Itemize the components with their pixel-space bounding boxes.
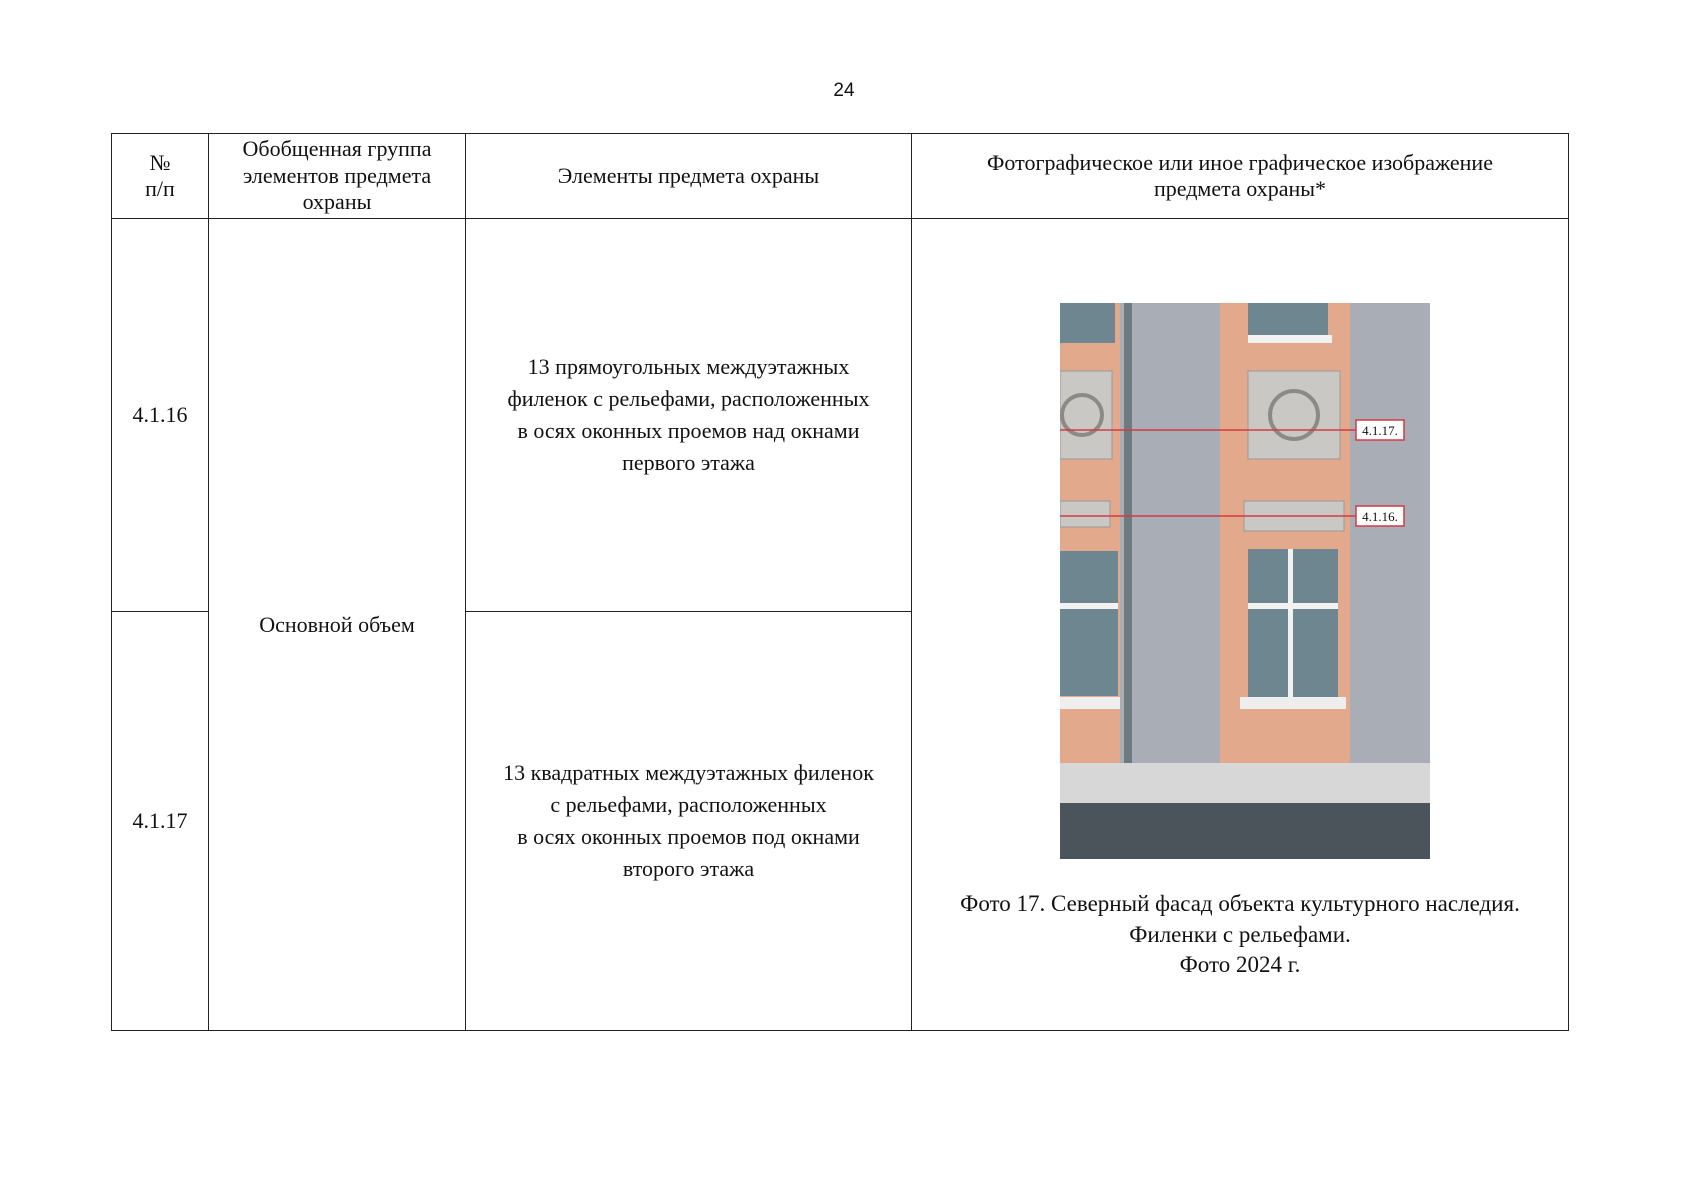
header-num: № п/п xyxy=(112,134,209,219)
image-cell xyxy=(912,219,1569,1031)
photo-label: 4.1.17. xyxy=(1362,423,1398,438)
group-cell: Основной объем xyxy=(209,219,466,1031)
element-description: 13 квадратных междуэтажных филенок с рельефами, расположенных в осях оконных проемов под окнами второго этажа xyxy=(466,612,912,1031)
photo-caption: Фото 17. Северный фасад объекта культурного наследия. Филенки с рельефами. Фото 2024 г. xyxy=(960,891,1520,978)
header-elements: Элементы предмета охраны xyxy=(466,134,912,219)
page-number: 24 xyxy=(833,80,855,101)
facade-photo xyxy=(1060,303,1430,859)
table-row xyxy=(112,219,1569,612)
row-num: 4.1.17 xyxy=(112,612,209,1031)
protection-elements-table xyxy=(111,133,1569,1031)
header-image: Фотографическое или иное графическое изображение предмета охраны* xyxy=(912,134,1569,219)
table-header-row xyxy=(112,134,1569,219)
row-num: 4.1.16 xyxy=(112,219,209,612)
element-description: 13 прямоугольных междуэтажных филенок с рельефами, расположенных в осях оконных проемов над окнами первого этажа xyxy=(466,219,912,612)
photo-label: 4.1.16. xyxy=(1362,509,1398,524)
header-group: Обобщенная группа элементов предмета охраны xyxy=(209,134,466,219)
